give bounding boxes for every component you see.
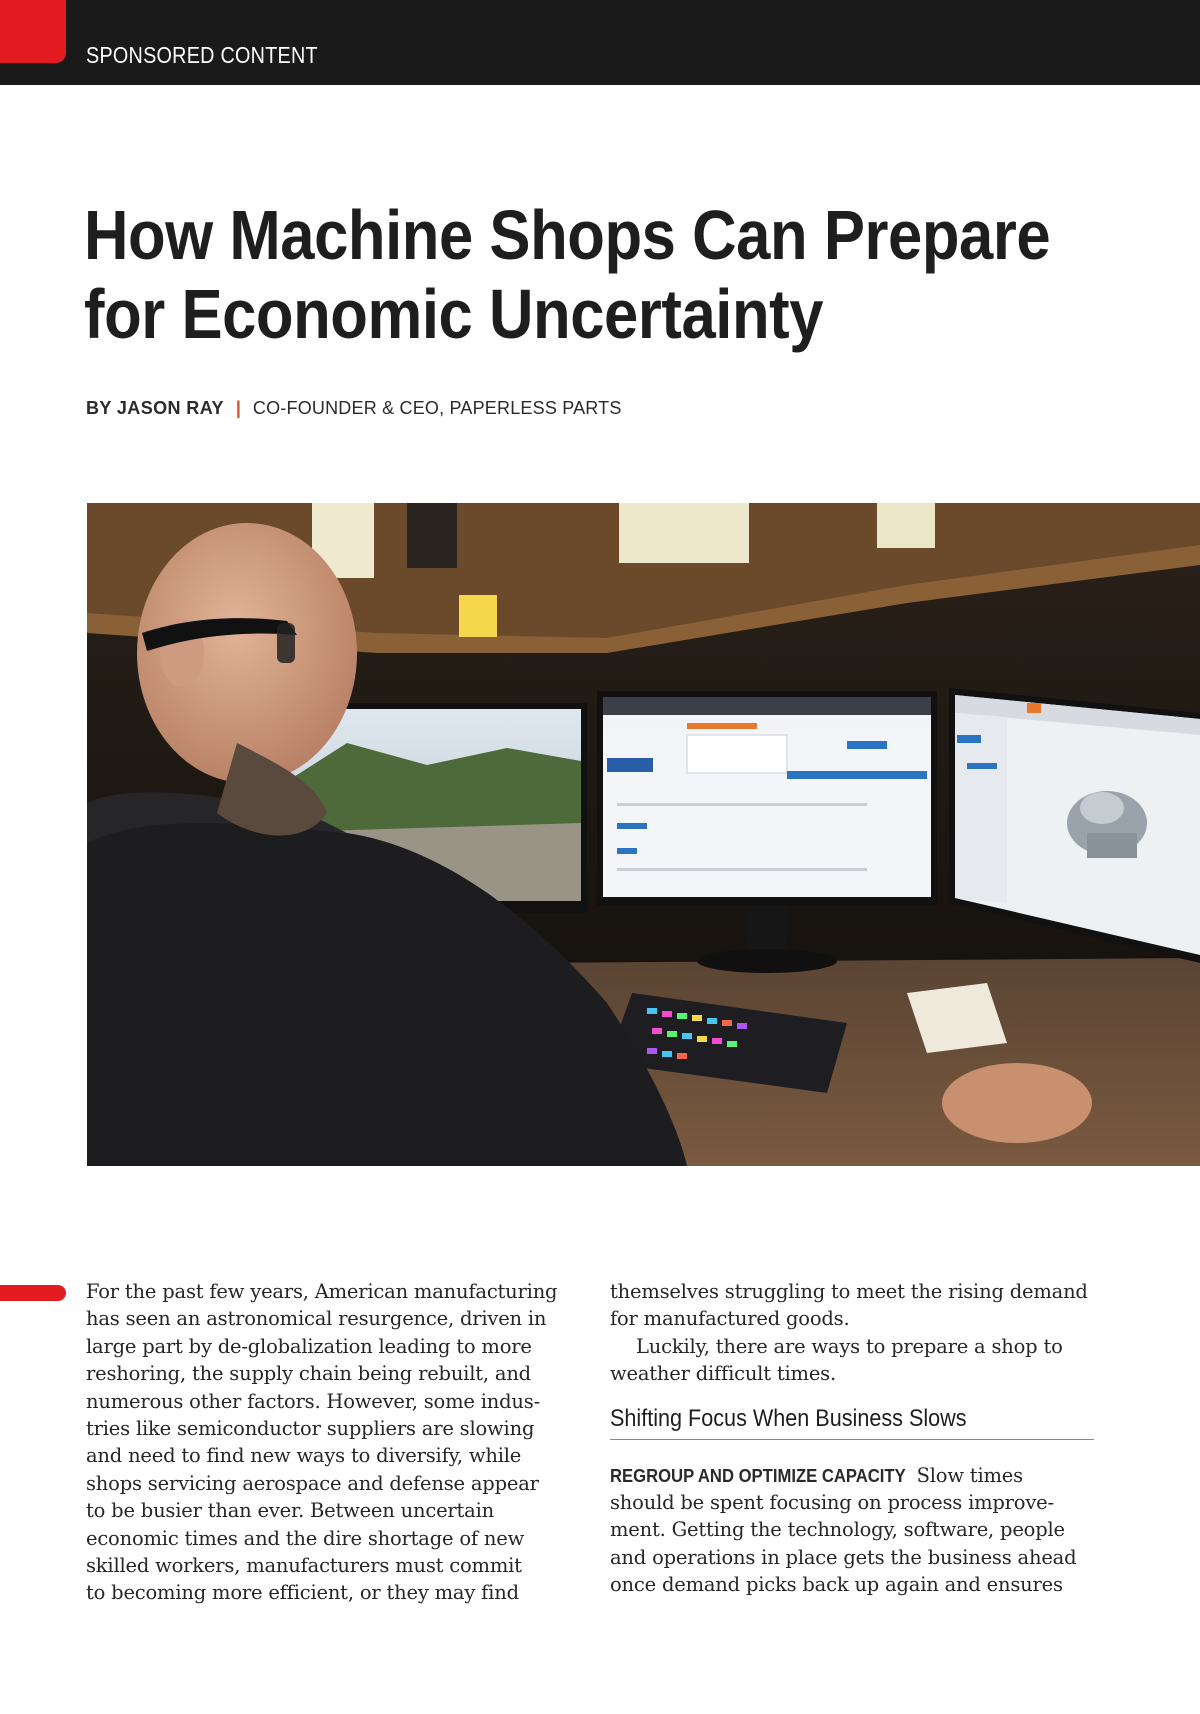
body-line: reshoring, the supply chain being rebuilt, and [86,1362,531,1386]
body-line: and need to find new ways to diversify, while [86,1444,522,1468]
body-line: themselves struggling to meet the rising demand [610,1280,1088,1303]
body-line: economic times and the dire shortage of new [86,1526,525,1550]
header-bar [0,0,1200,85]
body-line: skilled workers, manufacturers must commit [86,1554,522,1578]
body-line: For the past few years, American manufacturing [86,1280,558,1303]
body-line: should be spent focusing on process improve- [610,1491,1054,1515]
body-line: to becoming more efficient, or they may find [86,1581,519,1605]
byline-role: CO-FOUNDER & CEO, PAPERLESS PARTS [252,398,622,418]
body-line: has seen an astronomical resurgence, driven in [86,1307,547,1331]
body-line: and operations in place gets the business ahead [610,1545,1077,1569]
section-subhead-text: Shifting Focus When Business Slows [610,1404,967,1432]
body-line: tries like semiconductor suppliers are slowing [86,1417,535,1441]
intro-paragraph [86,1278,566,1607]
intro-continuation [610,1278,1094,1333]
article-title [84,196,1051,354]
body-line: to be busier than ever. Between uncertain [86,1499,494,1523]
left-column [86,1278,566,1607]
brand-accent-tab [0,0,66,63]
body-line: Luckily, there are ways to prepare a shop to [636,1334,1063,1358]
body-line: ment. Getting the technology, software, people [610,1518,1065,1542]
body-line: weather difficult times. [610,1362,836,1386]
section-subhead [610,1404,1094,1440]
body-line: shops servicing aerospace and defense appear [86,1471,539,1495]
right-column [610,1278,1094,1599]
body-line: numerous other factors. However, some indus- [86,1389,540,1413]
body-line: large part by de-globalization leading to more [86,1334,532,1358]
byline-separator: | [235,398,241,418]
article-photo [87,503,1200,1166]
title-line-2: for Economic Uncertainty [84,275,824,353]
section-paragraph [610,1462,1094,1599]
title-line-1: How Machine Shops Can Prepare [84,196,1051,274]
section-lead: REGROUP AND OPTIMIZE CAPACITY [610,1464,906,1486]
body-line: for manufactured goods. [610,1307,850,1331]
luckily-paragraph [610,1333,1094,1388]
column-accent-bar [0,1285,66,1301]
sponsored-content-label: SPONSORED CONTENT [86,42,318,68]
body-line: Slow times [916,1463,1023,1487]
byline [86,398,622,419]
byline-author: BY JASON RAY [86,398,224,418]
body-line: once demand picks back up again and ensures [610,1573,1063,1597]
